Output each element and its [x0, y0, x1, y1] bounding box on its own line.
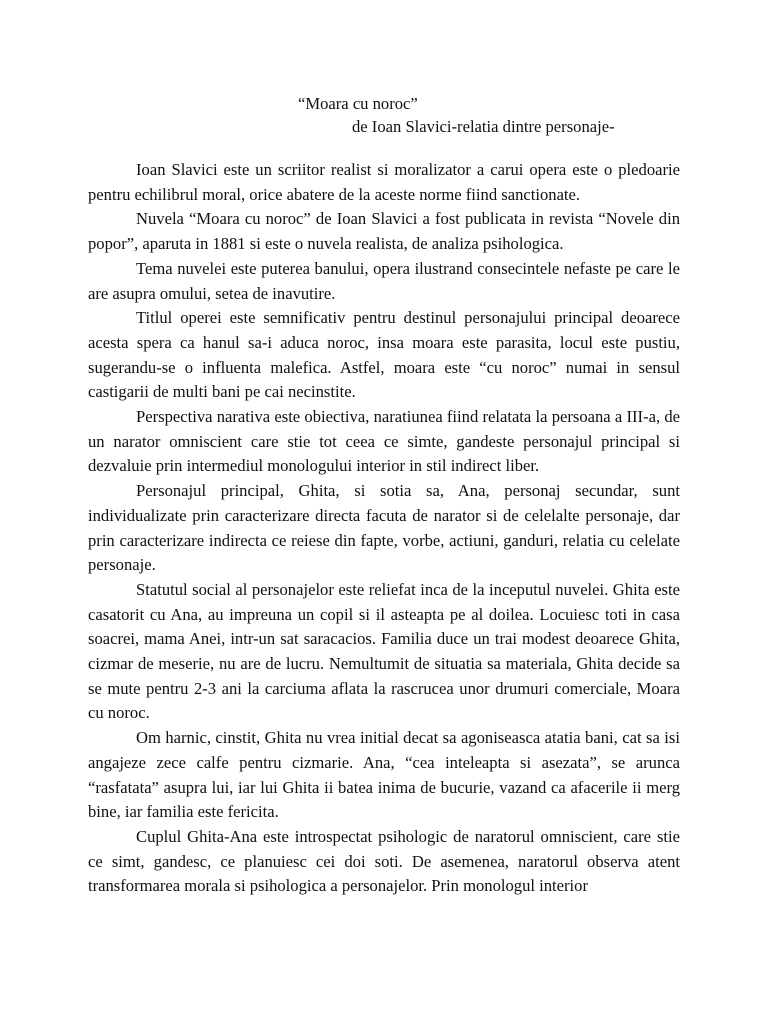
paragraph: Nuvela “Moara cu noroc” de Ioan Slavici a fost publicata in revista “Novele din popor”, aparuta in 1881 si este o nuvela realista, de analiza psihologica.	[88, 209, 680, 254]
paragraph: Ioan Slavici este un scriitor realist si moralizator a carui opera este o pledoarie pentru echilibrul moral, orice abatere de la aceste norme fiind sanctionate.	[88, 160, 680, 204]
paragraph: Tema nuvelei este puterea banului, opera ilustrand consecintele nefaste pe care le are asupra omului, setea de inavutire.	[88, 258, 680, 303]
paragraph: Statutul social al personajelor este reliefat inca de la inceputul nuvelei. Ghita este casatorit cu Ana, au impreuna un copil si il asteapta pe al doilea. Locuiesc toti in casa soacrei, mama Anei, intr-un sat saracacios. Familia duce un trai modest deoarece Ghita, cizmar de meserie, nu are de lucru. Nemultumit de situatia sa materiala, Ghita decide sa se mute pentru 2-3 ani la carciuma aflata la rascrucea unor drumuri comerciale, Moara cu noroc.	[88, 579, 680, 723]
document-body	[88, 158, 680, 899]
paragraph: Personajul principal, Ghita, si sotia sa, Ana, personaj secundar, sunt individualizate prin caracterizare directa facuta de narator si de celelalte personaje, dar prin caracterizare indirecta ce reiese din fapte, vorbe, actiuni, ganduri, relatia cu celelate personaje.	[88, 481, 680, 575]
paragraph: Titlul operei este semnificativ pentru destinul personajului principal deoarece acesta spera ca hanul sa-i aduca noroc, insa moara este parasita, locul este pustiu, sugerandu-se o influenta malefica. Astfel, moara este “cu noroc” numai in sensul castigarii de multi bani pe cai necinstite.	[88, 308, 680, 402]
paragraph: Perspectiva narativa este obiectiva, naratiunea fiind relatata la persoana a III-a, de un narator omniscient care stie tot ceea ce simte, gandeste personajul principal si dezvaluie prin intermediul monologului interior in stil indirect liber.	[88, 407, 680, 476]
document-subtitle: de Ioan Slavici-relatia dintre personaje-	[352, 117, 615, 136]
document-title: “Moara cu noroc”	[298, 94, 418, 113]
paragraph: Om harnic, cinstit, Ghita nu vrea initial decat sa agoniseasca atatia bani, cat sa isi angajeze zece calfe pentru cizmarie. Ana, “cea inteleapta si asezata”, se arunca “rasfatata” asupra lui, iar lui Ghita ii batea inima de bucurie, vazand ca afacerile ii merg bine, iar familia este fericita.	[88, 728, 680, 822]
paragraph: Cuplul Ghita-Ana este introspectat psihologic de naratorul omniscient, care stie ce simt, gandesc, ce planuiesc cei doi soti. De asemenea, naratorul observa atent transformarea morala si psihologica a personajelor. Prin monologul interior	[88, 826, 680, 896]
